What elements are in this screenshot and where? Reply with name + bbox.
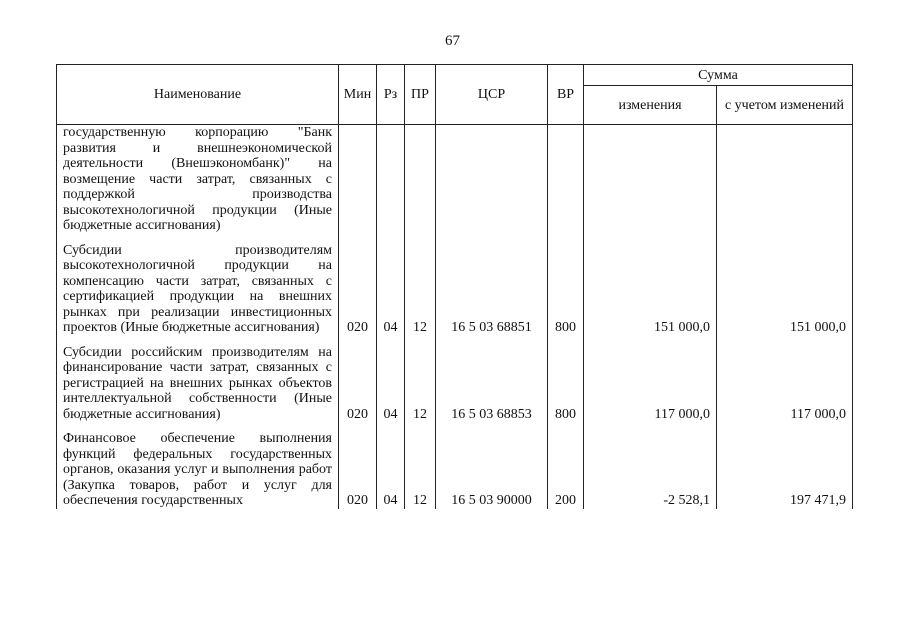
row-csr: 16 5 03 68853 [436, 336, 548, 423]
row-rz [377, 125, 405, 234]
header-sum: Сумма [584, 65, 853, 86]
row-change: -2 528,1 [584, 422, 717, 509]
row-name: Субсидии производителям высокотехнологичной продукции на компенсацию части затрат, связанных с сертификацией продукции на внешних рынках при реализации инвестиционных проектов (Иные бюджетные ассигнования) [57, 234, 339, 336]
row-change [584, 125, 717, 234]
row-vr: 800 [548, 336, 584, 423]
header-change: изменения [584, 86, 717, 125]
row-csr: 16 5 03 68851 [436, 234, 548, 336]
table-row [57, 336, 853, 423]
row-name: государственную корпорацию "Банк развития и внешнеэкономической деятельности (Внешэкономбанк)" на возмещение части затрат, связанных с поддержкой производства высокотехнологичной продукции (Иные бюджетные ассигнования) [57, 125, 339, 234]
header-pr: ПР [405, 65, 436, 125]
row-pr [405, 125, 436, 234]
row-pr: 12 [405, 336, 436, 423]
row-change: 151 000,0 [584, 234, 717, 336]
header-min: Мин [339, 65, 377, 125]
row-min: 020 [339, 422, 377, 509]
row-rz: 04 [377, 422, 405, 509]
table-row [57, 234, 853, 336]
row-with-change: 197 471,9 [717, 422, 853, 509]
row-change: 117 000,0 [584, 336, 717, 423]
row-vr: 800 [548, 234, 584, 336]
header-csr: ЦСР [436, 65, 548, 125]
budget-table [56, 64, 853, 509]
row-with-change [717, 125, 853, 234]
row-with-change: 117 000,0 [717, 336, 853, 423]
header-with-change: с учетом изменений [717, 86, 853, 125]
row-with-change: 151 000,0 [717, 234, 853, 336]
table-row [57, 125, 853, 234]
header-name: Наименование [57, 65, 339, 125]
row-csr [436, 125, 548, 234]
row-rz: 04 [377, 336, 405, 423]
row-min: 020 [339, 234, 377, 336]
table-row [57, 422, 853, 509]
row-csr: 16 5 03 90000 [436, 422, 548, 509]
row-name: Финансовое обеспечение выполнения функций федеральных государственных органов, оказания услуг и выполнения работ (Закупка товаров, работ и услуг для обеспечения государственных [57, 422, 339, 509]
row-name: Субсидии российским производителям на финансирование части затрат, связанных с регистрацией на внешних рынках объектов интеллектуальной собственности (Иные бюджетные ассигнования) [57, 336, 339, 423]
row-min [339, 125, 377, 234]
row-rz: 04 [377, 234, 405, 336]
row-pr: 12 [405, 234, 436, 336]
row-pr: 12 [405, 422, 436, 509]
page-number: 67 [445, 33, 460, 49]
row-vr: 200 [548, 422, 584, 509]
header-rz: Рз [377, 65, 405, 125]
row-min: 020 [339, 336, 377, 423]
row-vr [548, 125, 584, 234]
header-vr: ВР [548, 65, 584, 125]
table-header [57, 65, 853, 125]
